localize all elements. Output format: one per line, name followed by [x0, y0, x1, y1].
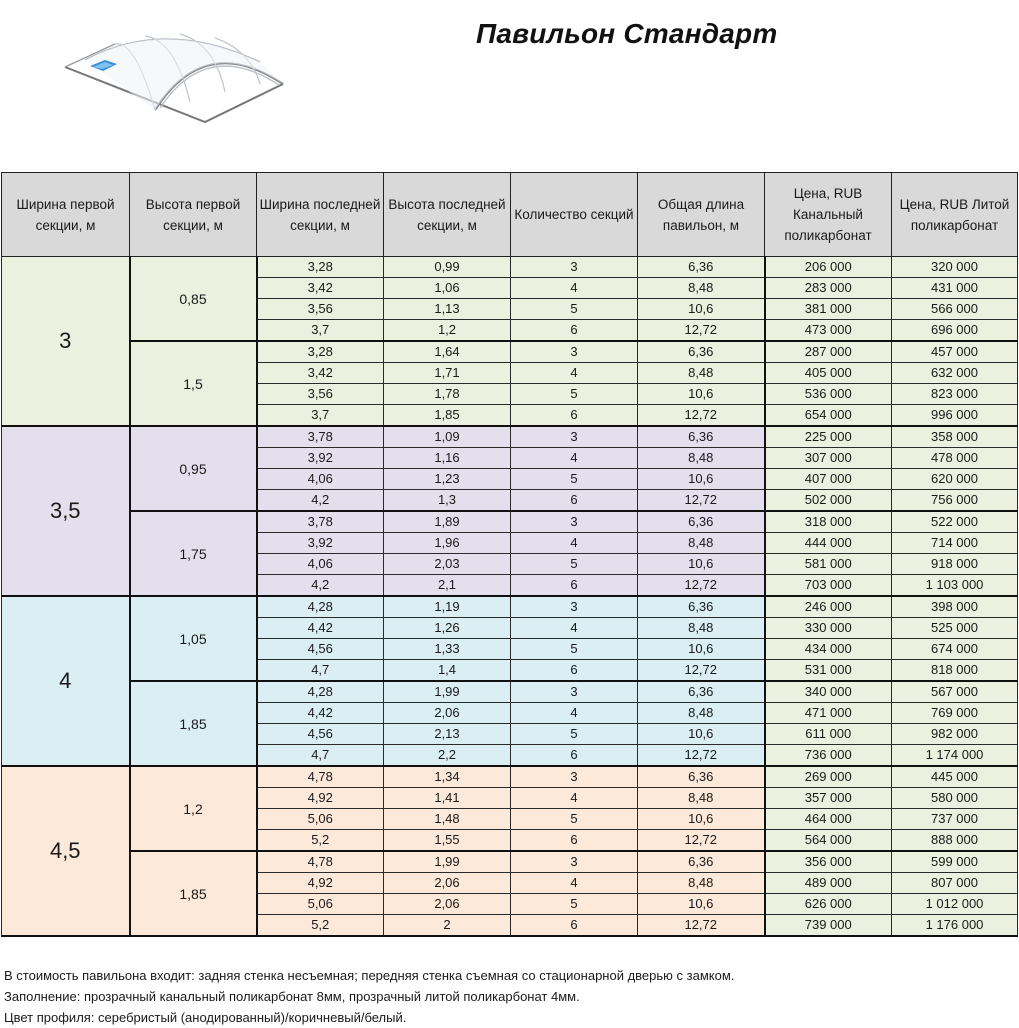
price-channel-cell: 407 000 [765, 469, 892, 490]
price-solid-cell: 769 000 [892, 703, 1018, 724]
section-count-cell: 6 [511, 490, 638, 512]
last-section-width-cell: 4,2 [257, 490, 384, 512]
last-section-width-cell: 3,78 [257, 511, 384, 533]
note-line: В стоимость павильона входит: задняя стенка несъемная; передняя стенка съемная со стационарной дверью с замком. [4, 968, 735, 983]
last-section-width-cell: 5,2 [257, 830, 384, 852]
last-section-height-cell: 2,06 [384, 703, 511, 724]
price-channel-cell: 434 000 [765, 639, 892, 660]
total-length-cell: 12,72 [638, 830, 765, 852]
price-solid-cell: 522 000 [892, 511, 1018, 533]
first-section-width-cell: 3 [2, 257, 130, 427]
last-section-width-cell: 5,2 [257, 915, 384, 937]
last-section-height-cell: 1,06 [384, 278, 511, 299]
last-section-height-cell: 1,71 [384, 363, 511, 384]
table-body [2, 257, 1018, 937]
section-count-cell: 6 [511, 320, 638, 342]
table-row [2, 596, 1018, 618]
first-section-height-cell: 0,85 [130, 257, 257, 342]
price-solid-cell: 580 000 [892, 788, 1018, 809]
section-count-cell: 4 [511, 533, 638, 554]
first-section-width-cell: 4,5 [2, 766, 130, 936]
section-count-cell: 6 [511, 745, 638, 767]
price-solid-cell: 888 000 [892, 830, 1018, 852]
total-length-cell: 6,36 [638, 257, 765, 278]
price-channel-cell: 340 000 [765, 681, 892, 703]
last-section-height-cell: 1,3 [384, 490, 511, 512]
total-length-cell: 6,36 [638, 426, 765, 448]
section-count-cell: 3 [511, 851, 638, 873]
last-section-width-cell: 4,7 [257, 745, 384, 767]
price-channel-cell: 444 000 [765, 533, 892, 554]
col-header: Цена, RUB Литой поликарбонат [892, 173, 1018, 257]
price-solid-cell: 1 103 000 [892, 575, 1018, 597]
price-solid-cell: 398 000 [892, 596, 1018, 618]
section-count-cell: 6 [511, 830, 638, 852]
col-header: Общая длина павильон, м [638, 173, 765, 257]
section-count-cell: 5 [511, 299, 638, 320]
price-solid-cell: 756 000 [892, 490, 1018, 512]
last-section-width-cell: 4,7 [257, 660, 384, 682]
price-solid-cell: 478 000 [892, 448, 1018, 469]
first-section-width-cell: 4 [2, 596, 130, 766]
last-section-width-cell: 3,42 [257, 363, 384, 384]
last-section-width-cell: 3,56 [257, 384, 384, 405]
last-section-width-cell: 4,28 [257, 681, 384, 703]
last-section-width-cell: 4,56 [257, 724, 384, 745]
total-length-cell: 12,72 [638, 575, 765, 597]
section-count-cell: 5 [511, 554, 638, 575]
last-section-width-cell: 4,06 [257, 469, 384, 490]
last-section-height-cell: 1,48 [384, 809, 511, 830]
section-count-cell: 4 [511, 873, 638, 894]
price-channel-cell: 489 000 [765, 873, 892, 894]
last-section-height-cell: 1,78 [384, 384, 511, 405]
total-length-cell: 6,36 [638, 511, 765, 533]
last-section-width-cell: 3,7 [257, 405, 384, 427]
section-count-cell: 4 [511, 448, 638, 469]
last-section-width-cell: 3,28 [257, 341, 384, 363]
note-line: Заполнение: прозрачный канальный поликарбонат 8мм, прозрачный литой поликарбонат 4мм. [4, 989, 580, 1004]
section-count-cell: 6 [511, 405, 638, 427]
last-section-height-cell: 1,64 [384, 341, 511, 363]
price-solid-cell: 566 000 [892, 299, 1018, 320]
table-row [2, 257, 1018, 278]
last-section-height-cell: 1,09 [384, 426, 511, 448]
table-header-row [2, 173, 1018, 257]
first-section-height-cell: 1,75 [130, 511, 257, 596]
last-section-height-cell: 1,19 [384, 596, 511, 618]
price-solid-cell: 1 174 000 [892, 745, 1018, 767]
page-title: Павильон Стандарт [476, 18, 778, 49]
total-length-cell: 10,6 [638, 894, 765, 915]
total-length-cell: 10,6 [638, 809, 765, 830]
price-solid-cell: 599 000 [892, 851, 1018, 873]
last-section-width-cell: 4,78 [257, 766, 384, 788]
total-length-cell: 12,72 [638, 915, 765, 937]
price-solid-cell: 620 000 [892, 469, 1018, 490]
section-count-cell: 3 [511, 596, 638, 618]
price-channel-cell: 225 000 [765, 426, 892, 448]
price-channel-cell: 611 000 [765, 724, 892, 745]
total-length-cell: 6,36 [638, 681, 765, 703]
last-section-height-cell: 1,89 [384, 511, 511, 533]
last-section-height-cell: 2 [384, 915, 511, 937]
price-channel-cell: 269 000 [765, 766, 892, 788]
section-count-cell: 6 [511, 915, 638, 937]
last-section-height-cell: 1,34 [384, 766, 511, 788]
total-length-cell: 6,36 [638, 766, 765, 788]
price-channel-cell: 654 000 [765, 405, 892, 427]
first-section-height-cell: 1,05 [130, 596, 257, 681]
total-length-cell: 10,6 [638, 299, 765, 320]
last-section-height-cell: 2,2 [384, 745, 511, 767]
first-section-height-cell: 0,95 [130, 426, 257, 511]
col-header: Ширина последней секции, м [257, 173, 384, 257]
total-length-cell: 8,48 [638, 448, 765, 469]
last-section-height-cell: 1,96 [384, 533, 511, 554]
price-solid-cell: 982 000 [892, 724, 1018, 745]
section-count-cell: 3 [511, 681, 638, 703]
section-count-cell: 5 [511, 894, 638, 915]
total-length-cell: 8,48 [638, 533, 765, 554]
total-length-cell: 12,72 [638, 745, 765, 767]
last-section-height-cell: 2,1 [384, 575, 511, 597]
section-count-cell: 6 [511, 575, 638, 597]
price-channel-cell: 405 000 [765, 363, 892, 384]
section-count-cell: 5 [511, 639, 638, 660]
price-channel-cell: 283 000 [765, 278, 892, 299]
last-section-height-cell: 1,2 [384, 320, 511, 342]
price-solid-cell: 807 000 [892, 873, 1018, 894]
total-length-cell: 6,36 [638, 596, 765, 618]
price-solid-cell: 431 000 [892, 278, 1018, 299]
total-length-cell: 10,6 [638, 724, 765, 745]
col-header: Цена, RUB Канальный поликарбонат [765, 173, 892, 257]
section-count-cell: 3 [511, 257, 638, 278]
price-solid-cell: 1 176 000 [892, 915, 1018, 937]
section-count-cell: 3 [511, 426, 638, 448]
notes [4, 965, 734, 1028]
price-solid-cell: 823 000 [892, 384, 1018, 405]
price-channel-cell: 473 000 [765, 320, 892, 342]
price-channel-cell: 206 000 [765, 257, 892, 278]
section-count-cell: 5 [511, 809, 638, 830]
last-section-width-cell: 3,42 [257, 278, 384, 299]
table-row [2, 766, 1018, 788]
last-section-height-cell: 1,41 [384, 788, 511, 809]
section-count-cell: 3 [511, 766, 638, 788]
last-section-width-cell: 4,42 [257, 618, 384, 639]
price-solid-cell: 457 000 [892, 341, 1018, 363]
price-channel-cell: 739 000 [765, 915, 892, 937]
last-section-width-cell: 4,78 [257, 851, 384, 873]
table-row [2, 681, 1018, 703]
last-section-width-cell: 4,06 [257, 554, 384, 575]
total-length-cell: 10,6 [638, 639, 765, 660]
price-channel-cell: 246 000 [765, 596, 892, 618]
price-solid-cell: 1 012 000 [892, 894, 1018, 915]
price-channel-cell: 356 000 [765, 851, 892, 873]
price-channel-cell: 736 000 [765, 745, 892, 767]
col-header: Высота последней секции, м [384, 173, 511, 257]
total-length-cell: 12,72 [638, 660, 765, 682]
table-row [2, 511, 1018, 533]
last-section-height-cell: 1,99 [384, 851, 511, 873]
section-count-cell: 4 [511, 703, 638, 724]
last-section-width-cell: 4,92 [257, 873, 384, 894]
last-section-height-cell: 1,26 [384, 618, 511, 639]
total-length-cell: 8,48 [638, 363, 765, 384]
section-count-cell: 4 [511, 788, 638, 809]
last-section-height-cell: 2,06 [384, 873, 511, 894]
col-header: Высота первой секции, м [130, 173, 257, 257]
price-channel-cell: 471 000 [765, 703, 892, 724]
pool-pavilion-illustration [55, 22, 290, 132]
table-row [2, 851, 1018, 873]
total-length-cell: 12,72 [638, 405, 765, 427]
first-section-height-cell: 1,85 [130, 851, 257, 936]
price-solid-cell: 320 000 [892, 257, 1018, 278]
total-length-cell: 12,72 [638, 320, 765, 342]
price-channel-cell: 581 000 [765, 554, 892, 575]
section-count-cell: 6 [511, 660, 638, 682]
last-section-height-cell: 1,4 [384, 660, 511, 682]
section-count-cell: 5 [511, 469, 638, 490]
price-solid-cell: 358 000 [892, 426, 1018, 448]
last-section-width-cell: 4,92 [257, 788, 384, 809]
total-length-cell: 8,48 [638, 703, 765, 724]
table-row [2, 341, 1018, 363]
total-length-cell: 8,48 [638, 788, 765, 809]
last-section-height-cell: 1,85 [384, 405, 511, 427]
table-row [2, 426, 1018, 448]
last-section-width-cell: 3,78 [257, 426, 384, 448]
last-section-height-cell: 2,13 [384, 724, 511, 745]
price-solid-cell: 525 000 [892, 618, 1018, 639]
price-channel-cell: 531 000 [765, 660, 892, 682]
last-section-height-cell: 2,06 [384, 894, 511, 915]
price-channel-cell: 381 000 [765, 299, 892, 320]
price-solid-cell: 918 000 [892, 554, 1018, 575]
price-channel-cell: 502 000 [765, 490, 892, 512]
last-section-width-cell: 4,56 [257, 639, 384, 660]
last-section-width-cell: 3,28 [257, 257, 384, 278]
section-count-cell: 3 [511, 511, 638, 533]
total-length-cell: 10,6 [638, 469, 765, 490]
last-section-height-cell: 1,55 [384, 830, 511, 852]
last-section-height-cell: 1,99 [384, 681, 511, 703]
total-length-cell: 6,36 [638, 341, 765, 363]
first-section-width-cell: 3,5 [2, 426, 130, 596]
price-channel-cell: 626 000 [765, 894, 892, 915]
last-section-height-cell: 2,03 [384, 554, 511, 575]
total-length-cell: 8,48 [638, 873, 765, 894]
section-count-cell: 5 [511, 724, 638, 745]
price-channel-cell: 703 000 [765, 575, 892, 597]
total-length-cell: 6,36 [638, 851, 765, 873]
col-header: Ширина первой секции, м [2, 173, 130, 257]
last-section-height-cell: 0,99 [384, 257, 511, 278]
last-section-height-cell: 1,13 [384, 299, 511, 320]
price-channel-cell: 464 000 [765, 809, 892, 830]
first-section-height-cell: 1,5 [130, 341, 257, 426]
price-solid-cell: 445 000 [892, 766, 1018, 788]
price-solid-cell: 737 000 [892, 809, 1018, 830]
total-length-cell: 10,6 [638, 384, 765, 405]
col-header: Количество секций [511, 173, 638, 257]
section-count-cell: 3 [511, 341, 638, 363]
first-section-height-cell: 1,85 [130, 681, 257, 766]
price-channel-cell: 564 000 [765, 830, 892, 852]
section-count-cell: 4 [511, 618, 638, 639]
section-count-cell: 4 [511, 363, 638, 384]
last-section-height-cell: 1,16 [384, 448, 511, 469]
price-solid-cell: 567 000 [892, 681, 1018, 703]
price-solid-cell: 632 000 [892, 363, 1018, 384]
section-count-cell: 4 [511, 278, 638, 299]
total-length-cell: 8,48 [638, 618, 765, 639]
price-solid-cell: 996 000 [892, 405, 1018, 427]
price-channel-cell: 307 000 [765, 448, 892, 469]
last-section-width-cell: 3,92 [257, 533, 384, 554]
last-section-width-cell: 5,06 [257, 894, 384, 915]
last-section-height-cell: 1,33 [384, 639, 511, 660]
last-section-width-cell: 3,92 [257, 448, 384, 469]
total-length-cell: 12,72 [638, 490, 765, 512]
price-solid-cell: 674 000 [892, 639, 1018, 660]
total-length-cell: 10,6 [638, 554, 765, 575]
last-section-width-cell: 5,06 [257, 809, 384, 830]
price-channel-cell: 330 000 [765, 618, 892, 639]
price-channel-cell: 287 000 [765, 341, 892, 363]
note-line: Цвет профиля: серебристый (анодированный)/коричневый/белый. [4, 1010, 407, 1025]
price-channel-cell: 318 000 [765, 511, 892, 533]
price-table [1, 172, 1018, 937]
section-count-cell: 5 [511, 384, 638, 405]
total-length-cell: 8,48 [638, 278, 765, 299]
last-section-width-cell: 4,2 [257, 575, 384, 597]
price-channel-cell: 536 000 [765, 384, 892, 405]
first-section-height-cell: 1,2 [130, 766, 257, 851]
price-solid-cell: 818 000 [892, 660, 1018, 682]
last-section-height-cell: 1,23 [384, 469, 511, 490]
last-section-width-cell: 3,56 [257, 299, 384, 320]
last-section-width-cell: 4,28 [257, 596, 384, 618]
last-section-width-cell: 3,7 [257, 320, 384, 342]
price-solid-cell: 696 000 [892, 320, 1018, 342]
price-solid-cell: 714 000 [892, 533, 1018, 554]
last-section-width-cell: 4,42 [257, 703, 384, 724]
price-channel-cell: 357 000 [765, 788, 892, 809]
